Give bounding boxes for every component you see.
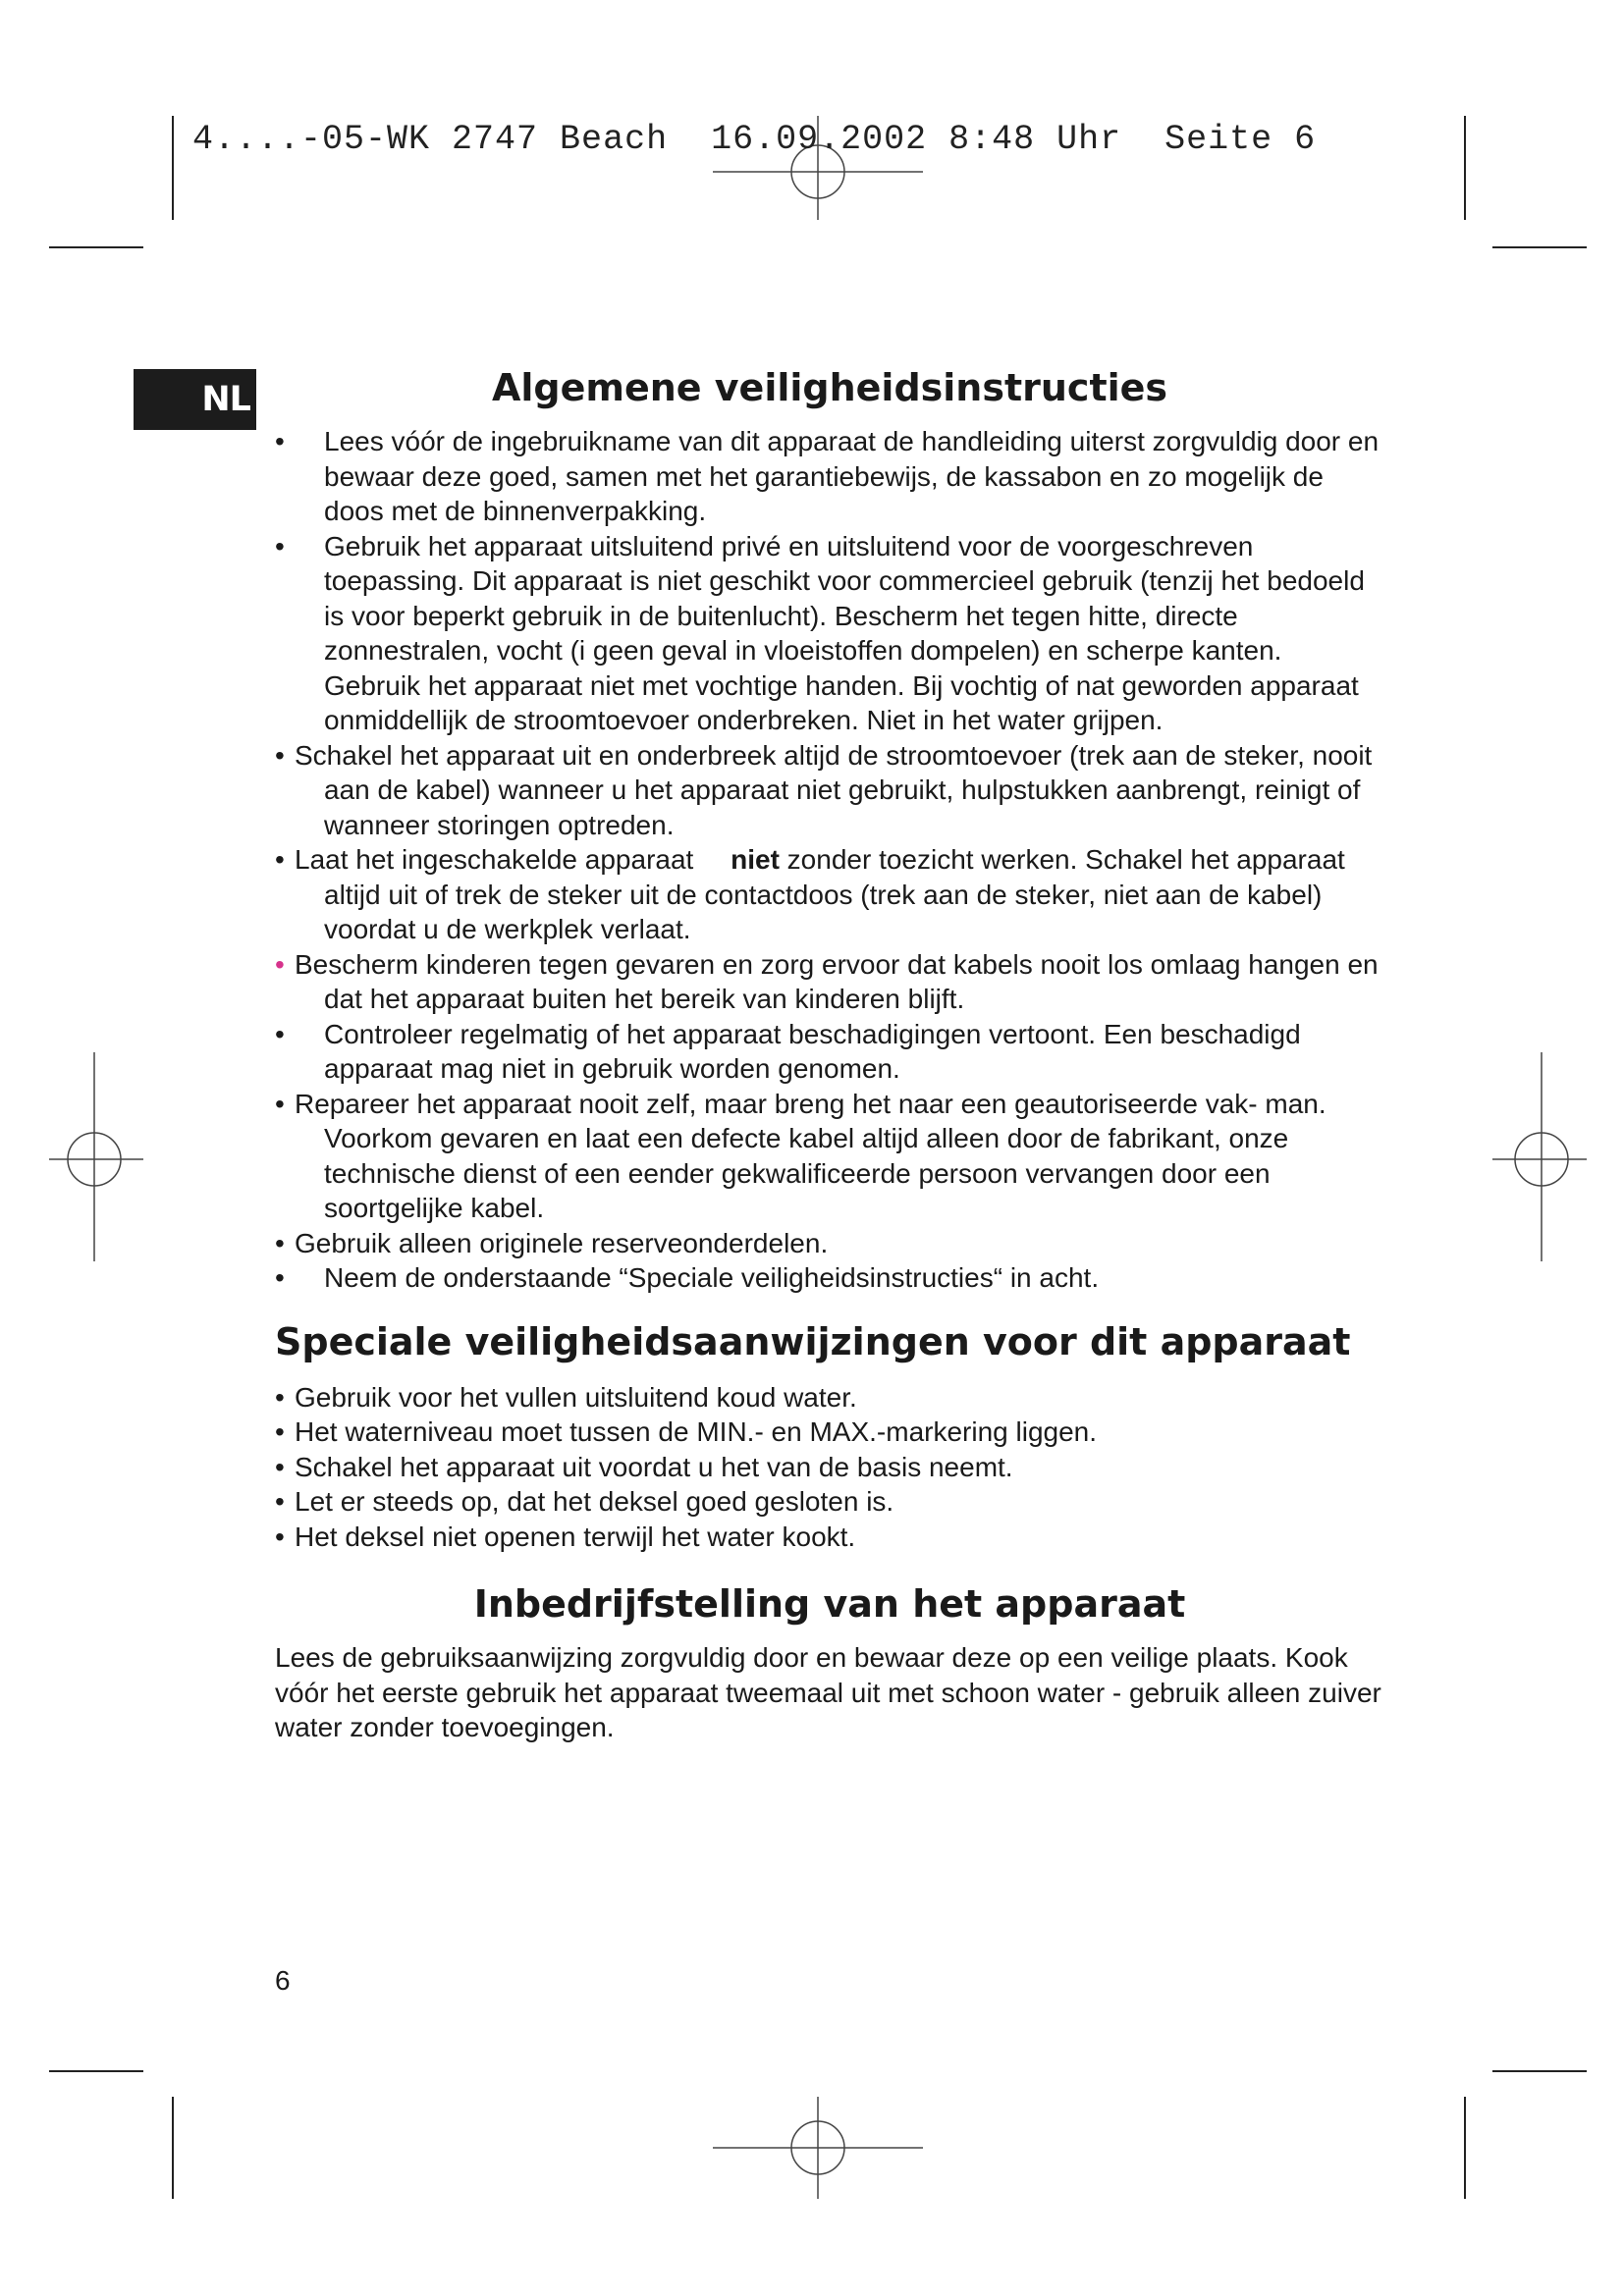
section-title-general: Algemene veiligheidsinstructies bbox=[491, 366, 1168, 409]
list-item: • Schakel het apparaat uit voordat u het van de basis neemt. bbox=[275, 1450, 1384, 1485]
bullet-icon: • bbox=[275, 1416, 285, 1447]
bullet-icon: • bbox=[275, 1088, 285, 1119]
bullet-icon: • bbox=[275, 1262, 285, 1293]
list-item: • Het deksel niet openen terwijl het water kookt. bbox=[275, 1520, 1384, 1555]
list-item: • Gebruik voor het vullen uitsluitend koud water. bbox=[275, 1380, 1384, 1415]
bullet-icon: • bbox=[275, 1018, 285, 1049]
bullet-icon: • bbox=[275, 1521, 285, 1552]
list-item: • Lees vóór de ingebruikname van dit apparaat de handleiding uiterst zorgvuldig door en bewaar deze goed, samen met het garantiebewijs, de kassabon en zo mogelijk de doos met de binnenverpakking. bbox=[275, 426, 1380, 526]
language-tab: NL bbox=[134, 369, 256, 430]
special-safety-list bbox=[275, 1380, 1384, 1555]
list-item: • Gebruik alleen originele reserveonderdelen. bbox=[275, 1226, 1384, 1261]
list-item: • Schakel het apparaat uit en onderbreek altijd de stroomtoevoer (trek aan de steker, nooit aan de kabel) wanneer u het apparaat niet gebruikt, hulpstukken aanbrengt, reinigt of wanneer storingen optreden. bbox=[275, 739, 1373, 840]
list-item: • Repareer het apparaat nooit zelf, maar breng het naar een geautoriseerde vak- man. Voorkom gevaren en laat een defecte kabel altijd alleen door de fabrikant, onze technische dienst of een eender gekwalificeerde persoon vervangen door een soortgelijke kabel. bbox=[275, 1088, 1326, 1223]
print-slug: 4....-05-WK 2747 Beach 16.09.2002 8:48 Uhr Seite 6 bbox=[192, 120, 1317, 159]
list-item: • Het waterniveau moet tussen de MIN.- en MAX.-markering liggen. bbox=[275, 1415, 1384, 1450]
bullet-icon: • bbox=[275, 844, 285, 875]
bullet-icon: • bbox=[275, 1486, 285, 1517]
bullet-icon: • bbox=[275, 1451, 285, 1482]
list-item: • Let er steeds op, dat het deksel goed gesloten is. bbox=[275, 1484, 1384, 1520]
start-paragraph: Lees de gebruiksaanwijzing zorgvuldig door en bewaar deze op een veilige plaats. Kook vóór het eerste gebruik het apparaat tweemaal uit met schoon water - gebruik alleen zuiver water zonder toevoegingen. bbox=[275, 1642, 1381, 1742]
section-title-special: Speciale veiligheidsaanwijzingen voor dit apparaat bbox=[275, 1319, 1351, 1363]
list-item: • Bescherm kinderen tegen gevaren en zorg ervoor dat kabels nooit los omlaag hangen en dat het apparaat buiten het bereik van kinderen blijft. bbox=[275, 948, 1379, 1014]
list-item: • Neem de onderstaande “Speciale veiligheidsinstructies“ in acht. bbox=[275, 1260, 1384, 1296]
page-content bbox=[275, 359, 1384, 1745]
list-item: • Laat het ingeschakelde apparaat niet zonder toezicht werken. Schakel het apparaat altijd uit of trek de steker uit de contactdoos (trek aan de steker, niet aan de kabel) voordat u de werkplek verlaat. bbox=[275, 844, 1345, 944]
bullet-icon: • bbox=[275, 739, 285, 771]
list-item: • Gebruik het apparaat uitsluitend privé en uitsluitend voor de voorgeschreven toepassing. Dit apparaat is niet geschikt voor commercieel gebruik (tenzij het bedoeld is voor beperkt gebruik in de buitenlucht). Bescherm het tegen hitte, directe zonnestralen, vocht (i geen geval in vloeistoffen dompelen) en scherpe kanten. Gebruik het apparaat niet met vochtige handen. Bij vochtig of nat geworden apparaat onmiddellijk de stroomtoevoer onderbreken. Niet in het water grijpen. bbox=[275, 530, 1365, 735]
bullet-icon: • bbox=[275, 1381, 285, 1413]
bullet-icon: • bbox=[275, 426, 285, 456]
emphasis-text: niet bbox=[731, 844, 780, 875]
bullet-icon: • bbox=[275, 1227, 285, 1258]
section-title-start: Inbedrijfstelling van het apparaat bbox=[473, 1582, 1186, 1626]
page-number: 6 bbox=[275, 1965, 291, 1996]
list-item: • Controleer regelmatig of het apparaat beschadigingen vertoont. Een beschadigd apparaat mag niet in gebruik worden genomen. bbox=[275, 1018, 1301, 1084]
general-safety-list bbox=[275, 424, 1384, 1296]
bullet-icon: • bbox=[275, 948, 285, 980]
bullet-icon: • bbox=[275, 530, 285, 561]
